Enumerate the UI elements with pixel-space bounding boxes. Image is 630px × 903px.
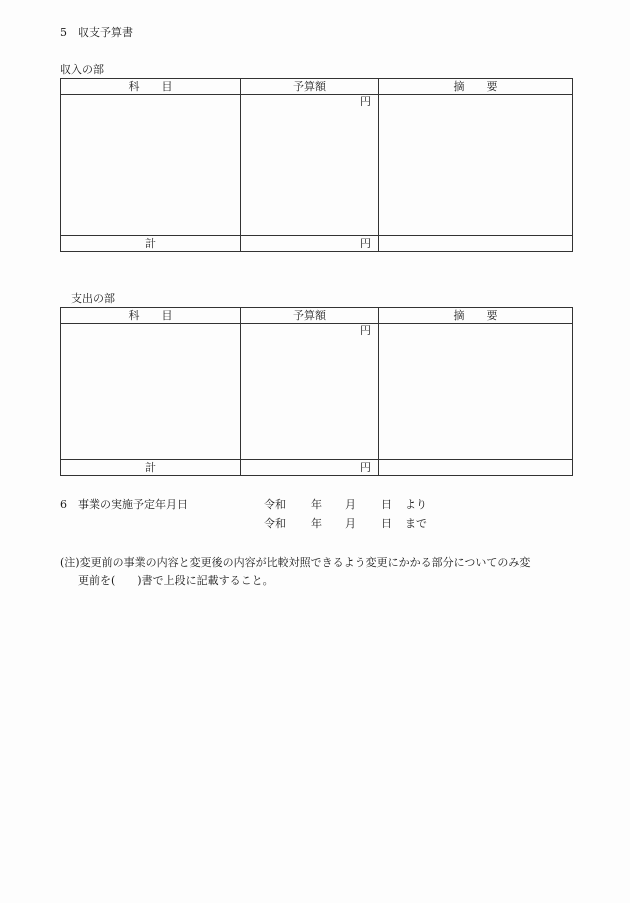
income-total-summary <box>379 236 573 252</box>
income-summary-cell <box>379 95 573 236</box>
end-year: 年 <box>311 517 322 530</box>
income-header-subject: 科 目 <box>61 79 241 95</box>
expense-summary-cell <box>379 324 573 460</box>
income-caption: 収入の部 <box>60 63 104 76</box>
expense-header-subject: 科 目 <box>61 308 241 324</box>
expense-body-row <box>61 324 573 460</box>
section6-number: 6 <box>60 498 67 511</box>
income-table <box>60 78 573 252</box>
expense-total-yen: 円 <box>241 460 379 476</box>
income-total-label: 計 <box>61 236 241 252</box>
income-header-row <box>61 79 573 95</box>
end-suffix: まで <box>405 517 427 530</box>
income-budget-cell: 円 <box>241 95 379 236</box>
start-month: 月 <box>345 498 356 511</box>
expense-header-summary: 摘 要 <box>379 308 573 324</box>
income-total-yen: 円 <box>241 236 379 252</box>
end-day: 日 <box>381 517 392 530</box>
note-line-1: (注)変更前の事業の内容と変更後の内容が比較対照できるよう変更にかかる部分についてのみ変 <box>60 556 531 569</box>
income-total-row <box>61 236 573 252</box>
section6-title: 事業の実施予定年月日 <box>78 498 188 511</box>
note-line-2: 更前を( )書で上段に記載すること。 <box>78 574 274 587</box>
section5-title: 収支予算書 <box>78 26 133 39</box>
income-subject-cell <box>61 95 241 236</box>
expense-total-label: 計 <box>61 460 241 476</box>
start-year: 年 <box>311 498 322 511</box>
expense-table <box>60 307 573 476</box>
expense-total-summary <box>379 460 573 476</box>
section5-number: 5 <box>60 26 67 39</box>
start-suffix: より <box>405 498 427 511</box>
income-header-budget: 予算額 <box>241 79 379 95</box>
expense-caption: 支出の部 <box>71 292 115 305</box>
end-era: 令和 <box>264 517 286 530</box>
start-day: 日 <box>381 498 392 511</box>
expense-budget-cell: 円 <box>241 324 379 460</box>
income-header-summary: 摘 要 <box>379 79 573 95</box>
end-month: 月 <box>345 517 356 530</box>
expense-subject-cell <box>61 324 241 460</box>
income-body-row <box>61 95 573 236</box>
start-era: 令和 <box>264 498 286 511</box>
expense-header-budget: 予算額 <box>241 308 379 324</box>
expense-header-row <box>61 308 573 324</box>
expense-total-row <box>61 460 573 476</box>
